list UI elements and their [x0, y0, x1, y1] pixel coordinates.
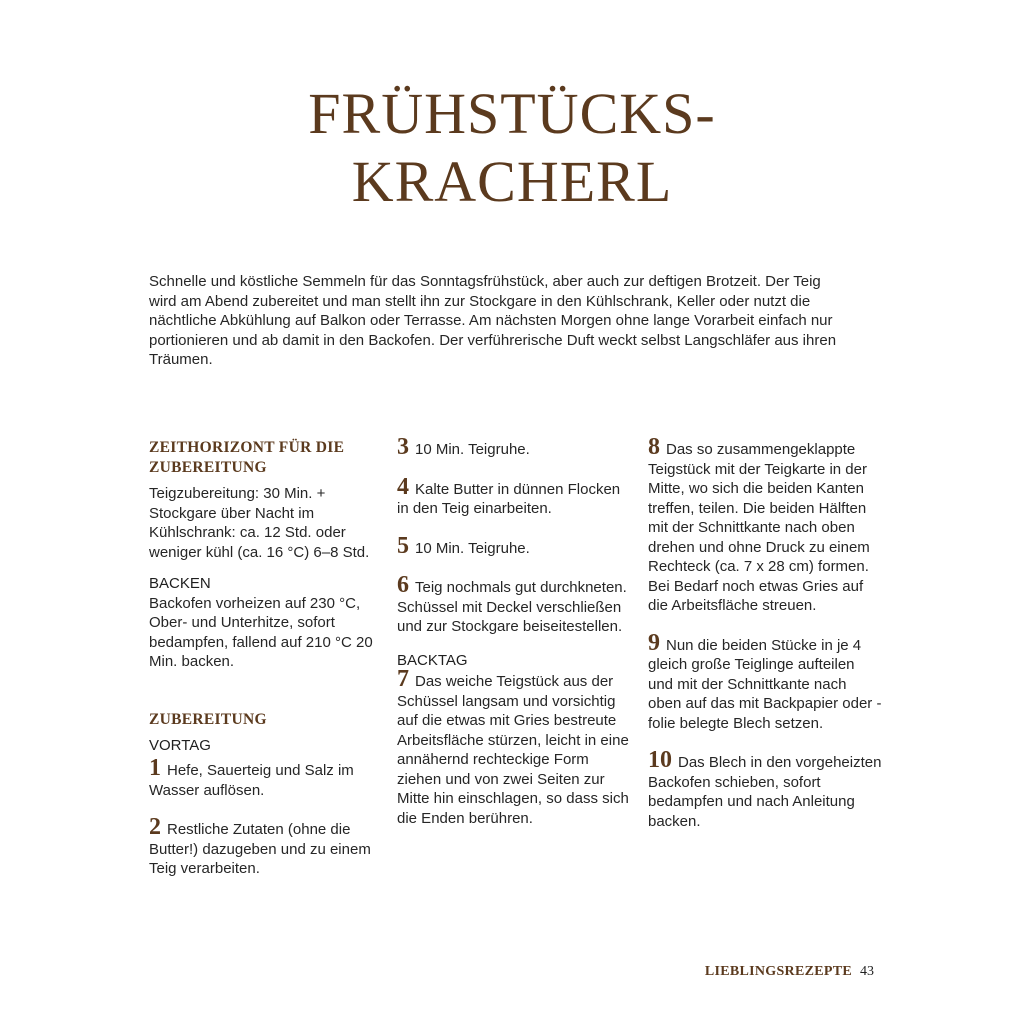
- step-text: 10 Min. Teigruhe.: [415, 441, 530, 458]
- step-9: [648, 629, 883, 734]
- step-2: [149, 814, 384, 879]
- step-text: Das weiche Teigstück aus der Schüssel langsam und vorsichtig auf die etwas mit Gries bestreute Arbeitsfläche stürzen, leicht in eine annähernd rechteckige Form ziehen und von zwei Seiten zur Mitte hin einschlagen, so dass sich die Enden berühren.: [397, 673, 629, 827]
- step-4: [397, 473, 632, 519]
- step-10: [648, 747, 883, 831]
- step-7: [397, 666, 632, 828]
- step-number: 6: [397, 572, 409, 598]
- page-number: 43: [860, 964, 874, 979]
- page-footer: [705, 964, 874, 980]
- step-5: [397, 532, 632, 559]
- step-number: 5: [397, 532, 409, 559]
- intro-text: Schnelle und köstliche Semmeln für das Sonntagsfrühstück, aber auch zur deftigen Brotzeit. Der Teig wird am Abend zubereitet und man stellt ihn zur Stockgare in den Kühlschrank, Keller oder nutzt die nächtliche Abkühlung auf Balkon oder Terrasse. Am nächsten Morgen ohne lange Vorarbeit einfach nur portionieren und ab damit in den Backofen. Der verführerische Duft weckt selbst Langschläfer aus ihren Träumen.: [149, 273, 837, 368]
- step-number: 9: [648, 629, 660, 656]
- column-1: [149, 438, 384, 897]
- step-number: 2: [149, 814, 161, 840]
- step-number: 3: [397, 434, 409, 460]
- step-6: [397, 572, 632, 637]
- title-line-1: FRÜHSTÜCKS-: [308, 81, 716, 146]
- step-text: Restliche Zutaten (ohne die Butter!) dazugeben und zu einem Teig verarbeiten.: [149, 821, 371, 877]
- vortag-heading: VORTAG: [149, 736, 211, 754]
- title-line-2: KRACHERL: [351, 149, 673, 214]
- step-8: [648, 434, 883, 616]
- zeithorizont-heading: ZEITHORIZONT FÜR DIE ZUBEREITUNG: [149, 439, 345, 476]
- step-3: [397, 434, 632, 460]
- step-text: Das Blech in den vorgeheizten Backofen schieben, sofort bedampfen und nach Anleitung backen.: [648, 754, 882, 830]
- step-text: Teig nochmals gut durchkneten. Schüssel mit Deckel verschließen und zur Stockgare beiseitestellen.: [397, 579, 627, 635]
- page-title: [0, 80, 1024, 216]
- step-text: Das so zusammengeklappte Teigstück mit der Teigkarte in der Mitte, wo sich die beiden Kanten treffen, teilen. Die beiden Hälften mit der Schnittkante nach oben drehen und ohne Druck zu einem Rechteck (ca. 7 x 28 cm) formen. Bei Bedarf noch etwas Gries auf die Arbeitsfläche streuen.: [648, 441, 870, 614]
- step-number: 1: [149, 755, 161, 781]
- step-text: Nun die beiden Stücke in je 4 gleich große Teiglinge aufteilen und mit der Schnittkante nach oben auf das mit Backpapier oder -folie belegte Blech setzen.: [648, 636, 882, 732]
- backen-text: Backofen vorheizen auf 230 °C, Ober- und Unterhitze, sofort bedampfen, fallend auf 210 °C 20 Min. backen.: [149, 594, 373, 670]
- backen-heading: BACKEN: [149, 575, 211, 592]
- step-number: 7: [397, 666, 409, 692]
- step-text: 10 Min. Teigruhe.: [415, 539, 530, 557]
- step-text: Hefe, Sauerteig und Salz im Wasser auflösen.: [149, 762, 354, 799]
- backtag-heading: BACKTAG: [397, 651, 468, 669]
- step-number: 10: [648, 747, 672, 773]
- step-number: 8: [648, 434, 660, 460]
- step-text: Kalte Butter in dünnen Flocken in den Teig einarbeiten.: [397, 480, 621, 517]
- step-number: 4: [397, 473, 409, 500]
- zeithorizont-text: Teigzubereitung: 30 Min. + Stockgare über Nacht im Kühlschrank: ca. 12 Std. oder weniger kühl (ca. 16 °C) 6–8 Std.: [149, 485, 370, 561]
- column-2: [397, 434, 632, 846]
- footer-label: LIEBLINGSREZEPTE: [704, 964, 852, 979]
- step-1: [149, 755, 384, 800]
- column-3: [648, 434, 883, 849]
- zubereitung-heading: ZUBEREITUNG: [149, 710, 267, 728]
